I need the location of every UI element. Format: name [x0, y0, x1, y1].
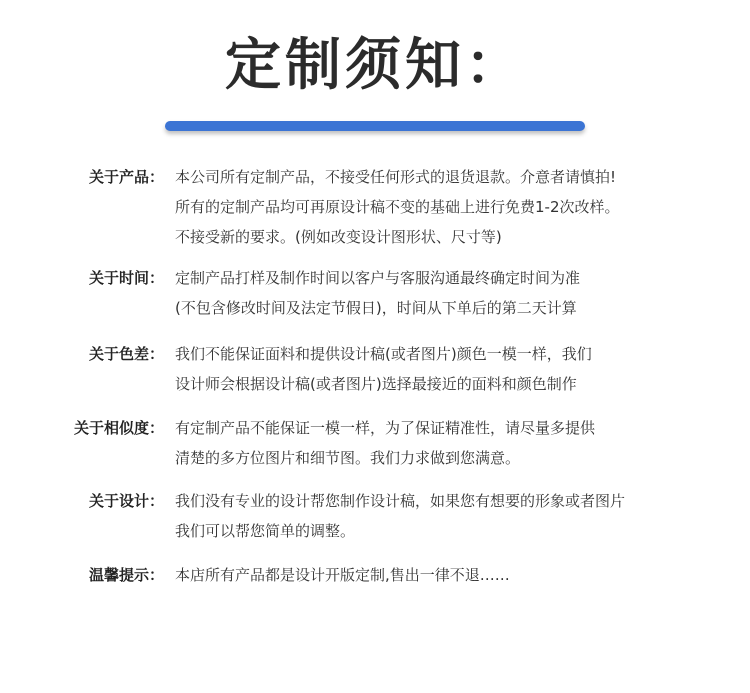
section-text: [175, 339, 735, 399]
section-label: 关于色差：: [88, 345, 164, 363]
section-label: 关于相似度：: [73, 419, 164, 437]
section-label: 关于产品：: [88, 168, 164, 186]
section-line: 不接受新的要求。(例如改变设计图形状、尺寸等): [175, 228, 502, 246]
section-text: [175, 162, 735, 252]
section-text: [175, 560, 735, 590]
section-line: 本公司所有定制产品，不接受任何形式的退货退款。介意者请慎拍!: [175, 168, 617, 186]
section-label: 温馨提示：: [88, 566, 164, 584]
section-line: 本店所有产品都是设计开版定制,售出一律不退……: [175, 566, 510, 584]
section-line: (不包含修改时间及法定节假日)，时间从下单后的第二天计算: [175, 299, 577, 317]
section-text: [175, 263, 735, 323]
section-line: 所有的定制产品均可再原设计稿不变的基础上进行免费1-2次改样。: [175, 198, 620, 216]
section-label: 关于时间：: [88, 269, 164, 287]
section-line: 设计师会根据设计稿(或者图片)选择最接近的面料和颜色制作: [175, 375, 577, 393]
section-label: 关于设计：: [88, 492, 164, 510]
section-line: 我们不能保证面料和提供设计稿(或者图片)颜色一模一样，我们: [175, 345, 592, 363]
section-text: [175, 413, 735, 473]
section-line: 定制产品打样及制作时间以客户与客服沟通最终确定时间为准: [175, 269, 581, 287]
section-line: 我们没有专业的设计帮您制作设计稿，如果您有想要的形象或者图片: [175, 492, 626, 510]
section-line: 我们可以帮您简单的调整。: [175, 522, 356, 540]
title-underline: [165, 121, 585, 131]
section-line: 清楚的多方位图片和细节图。我们力求做到您满意。: [175, 449, 521, 467]
section-text: [175, 486, 735, 546]
section-line: 有定制产品不能保证一模一样，为了保证精准性，请尽量多提供: [175, 419, 596, 437]
page-title: 定制须知：: [225, 33, 525, 98]
